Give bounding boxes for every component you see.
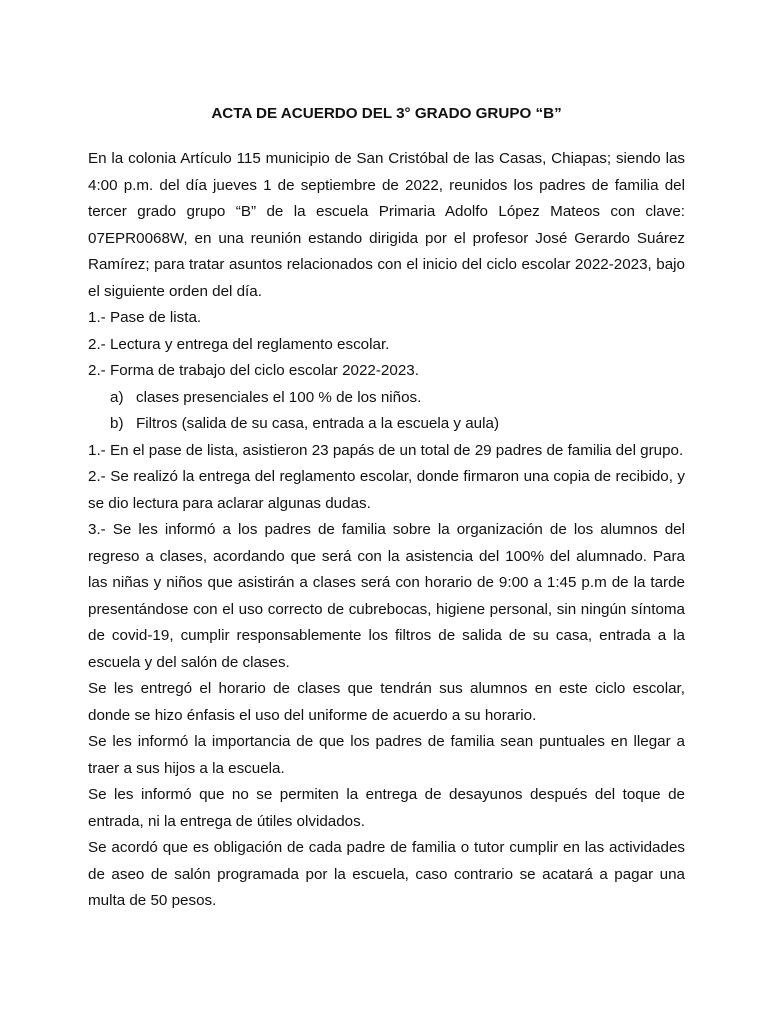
intro-paragraph: En la colonia Artículo 115 municipio de San Cristóbal de las Casas, Chiapas; siendo las 4:00 p.m. del día jueves 1 de septiembre de 2022, reunidos los padres de familia del tercer grado grupo “B” de la escuela Primaria Adolfo López Mateos con clave: 07EPR0068W, en una reunión estando dirigida por el profesor José Gerardo Suárez Ramírez; para tratar asuntos relacionados con el inicio del ciclo escolar 2022-2023, bajo el siguiente orden del día. (88, 150, 685, 300)
minutes-paragraph: 2.- Se realizó la entrega del reglamento escolar, donde firmaron una copia de recibido, y se dio lectura para aclarar algunas dudas. (88, 468, 685, 512)
agenda-item: 2.- Lectura y entrega del reglamento escolar. (88, 335, 390, 353)
minutes-paragraph: 3.- Se les informó a los padres de familia sobre la organización de los alumnos del regreso a clases, acordando que será con la asistencia del 100% del alumnado. Para las niñas y niños que asistirán a clases será con horario de 9:00 a 1:45 p.m de la tarde presentándose con el uso correcto de cubrebocas, higiene personal, sin ningún síntoma de covid-19, cumplir responsablemente los filtros de salida de su casa, entrada a la escuela y del salón de clases. (88, 521, 685, 671)
agenda-item: 2.- Forma de trabajo del ciclo escolar 2022-2023. (88, 362, 419, 379)
minutes-paragraph: Se les informó que no se permiten la entrega de desayunos después del toque de entrada, ni la entrega de útiles olvidados. (88, 786, 685, 830)
subitem-text: clases presenciales el 100 % de los niños. (136, 388, 422, 406)
subitem-marker: b) (110, 415, 124, 432)
agenda-subitem (88, 411, 685, 438)
minutes-paragraph: 1.- En el pase de lista, asistieron 23 papás de un total de 29 padres de familia del grupo. (88, 441, 684, 459)
document-title: ACTA DE ACUERDO DEL 3° GRADO GRUPO “B” (211, 105, 562, 122)
document-page (88, 104, 685, 915)
minutes-paragraph: Se les entregó el horario de clases que tendrán sus alumnos en este ciclo escolar, donde se hizo énfasis el uso del uniforme de acuerdo a su horario. (88, 680, 685, 724)
minutes-paragraph: Se les informó la importancia de que los padres de familia sean puntuales en llegar a traer a sus hijos a la escuela. (88, 733, 685, 777)
subitem-text: Filtros (salida de su casa, entrada a la escuela y aula) (136, 415, 500, 432)
agenda-subitem (88, 385, 685, 412)
minutes-paragraph: Se acordó que es obligación de cada padre de familia o tutor cumplir en las actividades de aseo de salón programada por la escuela, caso contrario se acatará a pagar una multa de 50 pesos. (88, 839, 685, 909)
subitem-marker: a) (110, 388, 124, 406)
agenda-item: 1.- Pase de lista. (88, 309, 202, 326)
